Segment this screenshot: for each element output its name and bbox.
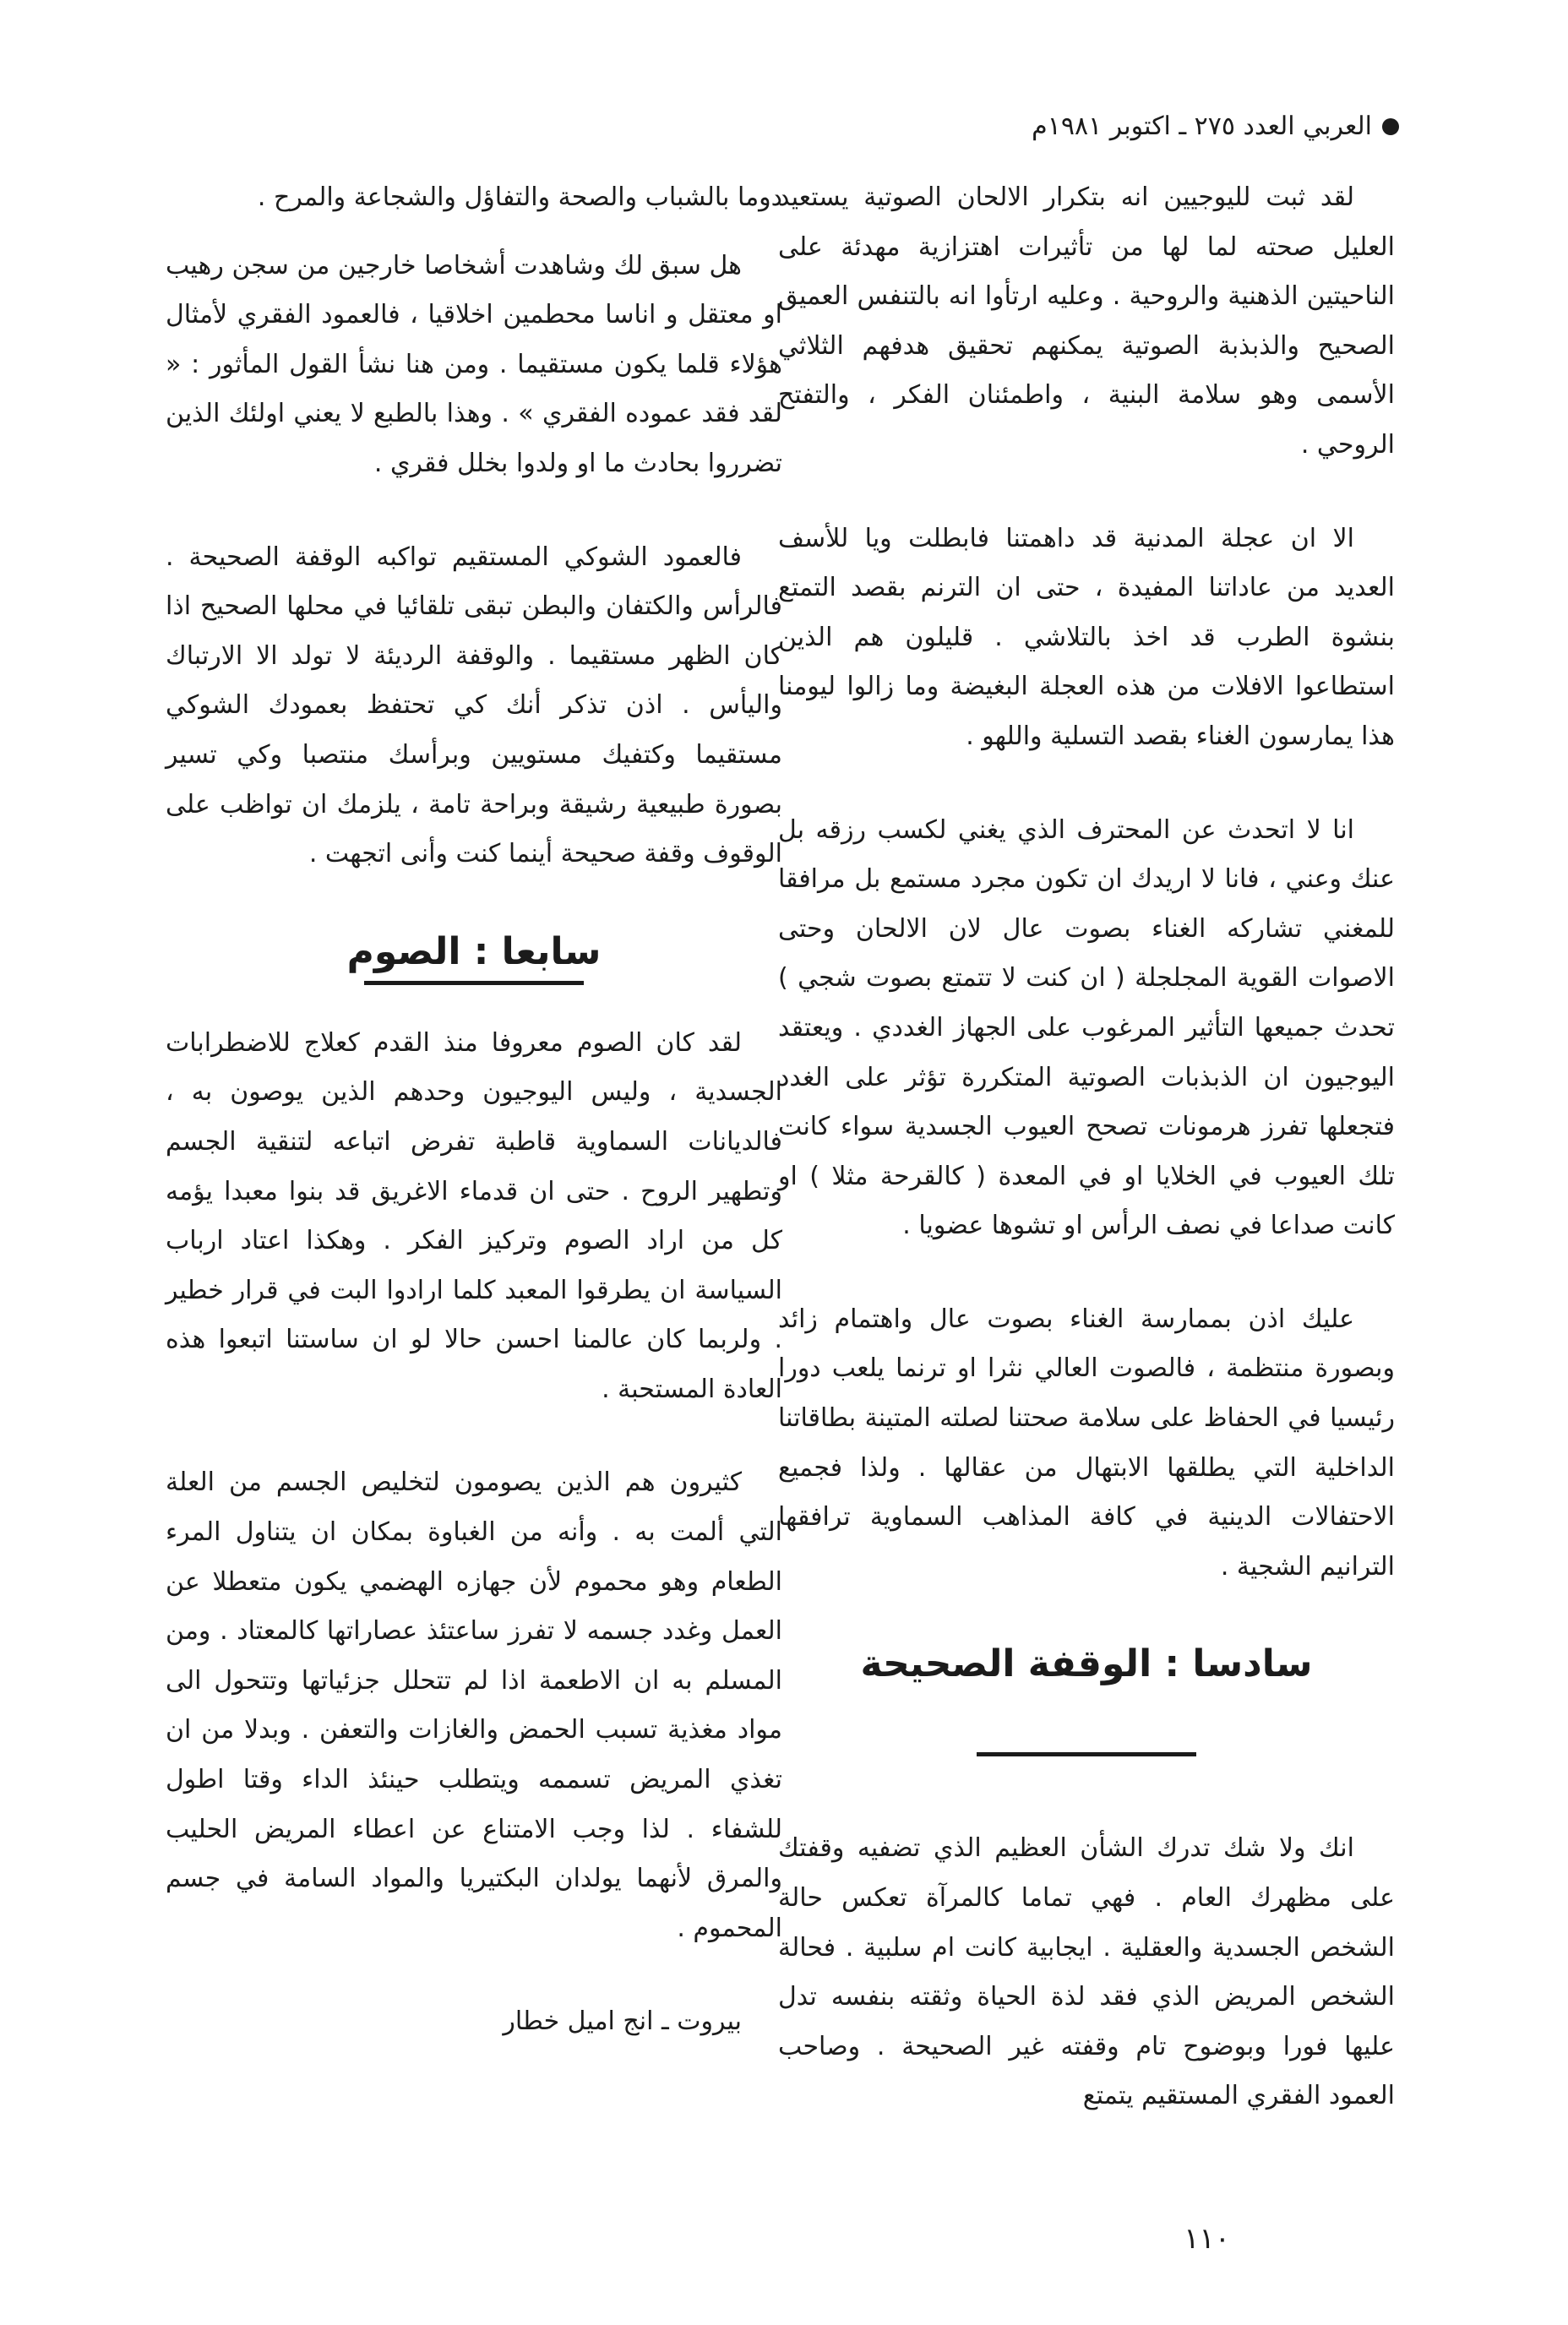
author-signature: بيروت ـ انج اميل خطار — [503, 2006, 742, 2037]
bullet-dot-icon — [1382, 118, 1399, 135]
page-number: ١١٠ — [1184, 2222, 1230, 2256]
paragraph: فالعمود الشوكي المستقيم تواكبه الوقفة الصحيحة . فالرأس والكتفان والبطن تبقى تلقائيا في محلها الصحيح اذا كان الظهر مستقيما . والوقفة الرديئة لا تولد الا الارتباك واليأس . اذن تذكر أنك كي تحتفظ بعمودك الشوكي مستقيما وكتفيك مستويين وبرأسك منتصبا وكي تسير بصورة طبيعية رشيقة وبراحة تامة ، يلزمك ان تواظب على الوقوف وقفة صحيحة أينما كنت وأنى اتجهت . — [166, 542, 782, 869]
paragraph: الا ان عجلة المدنية قد داهمتنا فابطلت ويا للأسف العديد من عاداتنا المفيدة ، حتى ان الترنم بقصد التمتع بنشوة الطرب قد اخذ بالتلاشي . قليلون هم الذين استطاعوا الافلات من هذه العجلة البغيضة وما زالوا ليومنا هذا يمارسون الغناء بقصد التسلية واللهو . — [778, 523, 1395, 751]
paragraph: انك ولا شك تدرك الشأن العظيم الذي تضفيه وقفتك على مظهرك العام . فهي تماما كالمرآة تعكس حالة الشخص الجسدية والعقلية . ايجابية كانت ام سلبية . فحالة الشخص المريض الذي فقد لذة الحياة وثقته بنفسه تدل عليها فورا وبوضوح تام وقفته غير الصحيحة . وصاحب العمود الفقري المستقيم يتمتع — [778, 1833, 1395, 2111]
paragraph: هل سبق لك وشاهدت أشخاصا خارجين من سجن رهيب او معتقل و اناسا محطمين اخلاقيا ، فالعمود الفقري لأمثال هؤلاء قلما يكون مستقيما . ومن هنا نشأ القول المأثور : « لقد فقد عموده الفقري » . وهذا بالطبع لا يعني اولئك الذين تضرروا بحادث ما او ولدوا بخلل فقري . — [166, 250, 782, 478]
heading-rule — [977, 1752, 1196, 1756]
paragraph: كثيرون هم الذين يصومون لتخليص الجسم من العلة التي ألمت به . وأنه من الغباوة بمكان ان يتناول المرء الطعام وهو محموم لأن جهازه الهضمي يكون متعطلا عن العمل وغدد جسمه لا تفرز ساعتئذ عصاراتها كالمعتاد . ومن المسلم به ان الاطعمة اذا لم تتحلل جزئياتها وتتحول الى مواد مغذية تسبب الحمض والغازات والتعفن . وبدلا من ان تغذي المريض تسممه ويتطلب حينئذ الداء وقتا اطول للشفاء . لذا وجب الامتناع عن اعطاء المريض الحليب والمرق لأنهما يولدان البكتيريا والمواد السامة في جسم المحموم . — [166, 1467, 782, 1943]
paragraph-continuation: دوما بالشباب والصحة والتفاؤل والشجاعة والمرح . — [257, 182, 782, 212]
section-heading-7: سابعا : الصوم — [346, 929, 602, 973]
heading-rule — [364, 981, 584, 985]
paragraph: عليك اذن بممارسة الغناء بصوت عال واهتمام زائد وبصورة منتظمة ، فالصوت العالي نثرا او ترنما يلعب دورا رئيسيا في الحفاظ على سلامة صحتنا لصلته المتينة بطاقاتنا الداخلية التي يطلقها الابتهال من عقالها . ولذا فجميع الاحتفالات الدينية في كافة المذاهب السماوية ترافقها الترانيم الشجية . — [778, 1304, 1395, 1582]
right-column — [778, 173, 1395, 2165]
paragraph: لقد ثبت لليوجيين انه بتكرار الالحان الصوتية يستعيد العليل صحته لما لها من تأثيرات اهتزازية مهدئة على الناحيتين الذهنية والروحية . وعليه ارتأوا انه بالتنفس العميق الصحيح والذبذبة الصوتية يمكنهم تحقيق هدفهم الثلاثي الأسمى وهو سلامة البنية ، واطمئنان الفكر ، والتفتح الروحي . — [778, 182, 1395, 460]
section-heading-6: سادسا : الوقفة الصحيحة — [860, 1642, 1313, 1686]
running-header — [1032, 110, 1399, 144]
paragraph: لقد كان الصوم معروفا منذ القدم كعلاج للاضطرابات الجسدية ، وليس اليوجيون وحدهم الذين يوصون به ، فالديانات السماوية قاطبة تفرض اتباعه لتنقية الجسم وتطهير الروح . حتى ان قدماء الاغريق قد بنوا معبدا يؤمه كل من اراد الصوم وتركيز الفكر . وهكذا اعتاد ارباب السياسة ان يطرقوا المعبد كلما ارادوا البت في قرار خطير . ولربما كان عالمنا احسن حالا لو ان ساستنا اتبعوا هذه العادة المستحبة . — [166, 1027, 782, 1404]
running-title: العربي العدد ٢٧٥ ـ اكتوبر ١٩٨١م — [1032, 112, 1372, 141]
paragraph: انا لا اتحدث عن المحترف الذي يغني لكسب رزقه بل عنك وعني ، فانا لا اريدك ان تكون مجرد مستمع بل مرافقا للمغني تشاركه الغناء بصوت عال لان الالحان وحتى الاصوات القوية المجلجلة ( ان كنت لا تتمتع بصوت شجي ) تحدث جميعها التأثير المرغوب على الجهاز الغددي . ويعتقد اليوجيون ان الذبذبات الصوتية المتكررة تؤثر على الغدد فتجعلها تفرز هرمونات تصحح العيوب الجسدية سواء كانت تلك العيوب في الخلايا او في المعدة ( كالقرحة مثلا ) او كانت صداعا في نصف الرأس او تشوها عضويا . — [778, 814, 1395, 1241]
left-column — [166, 173, 782, 2046]
